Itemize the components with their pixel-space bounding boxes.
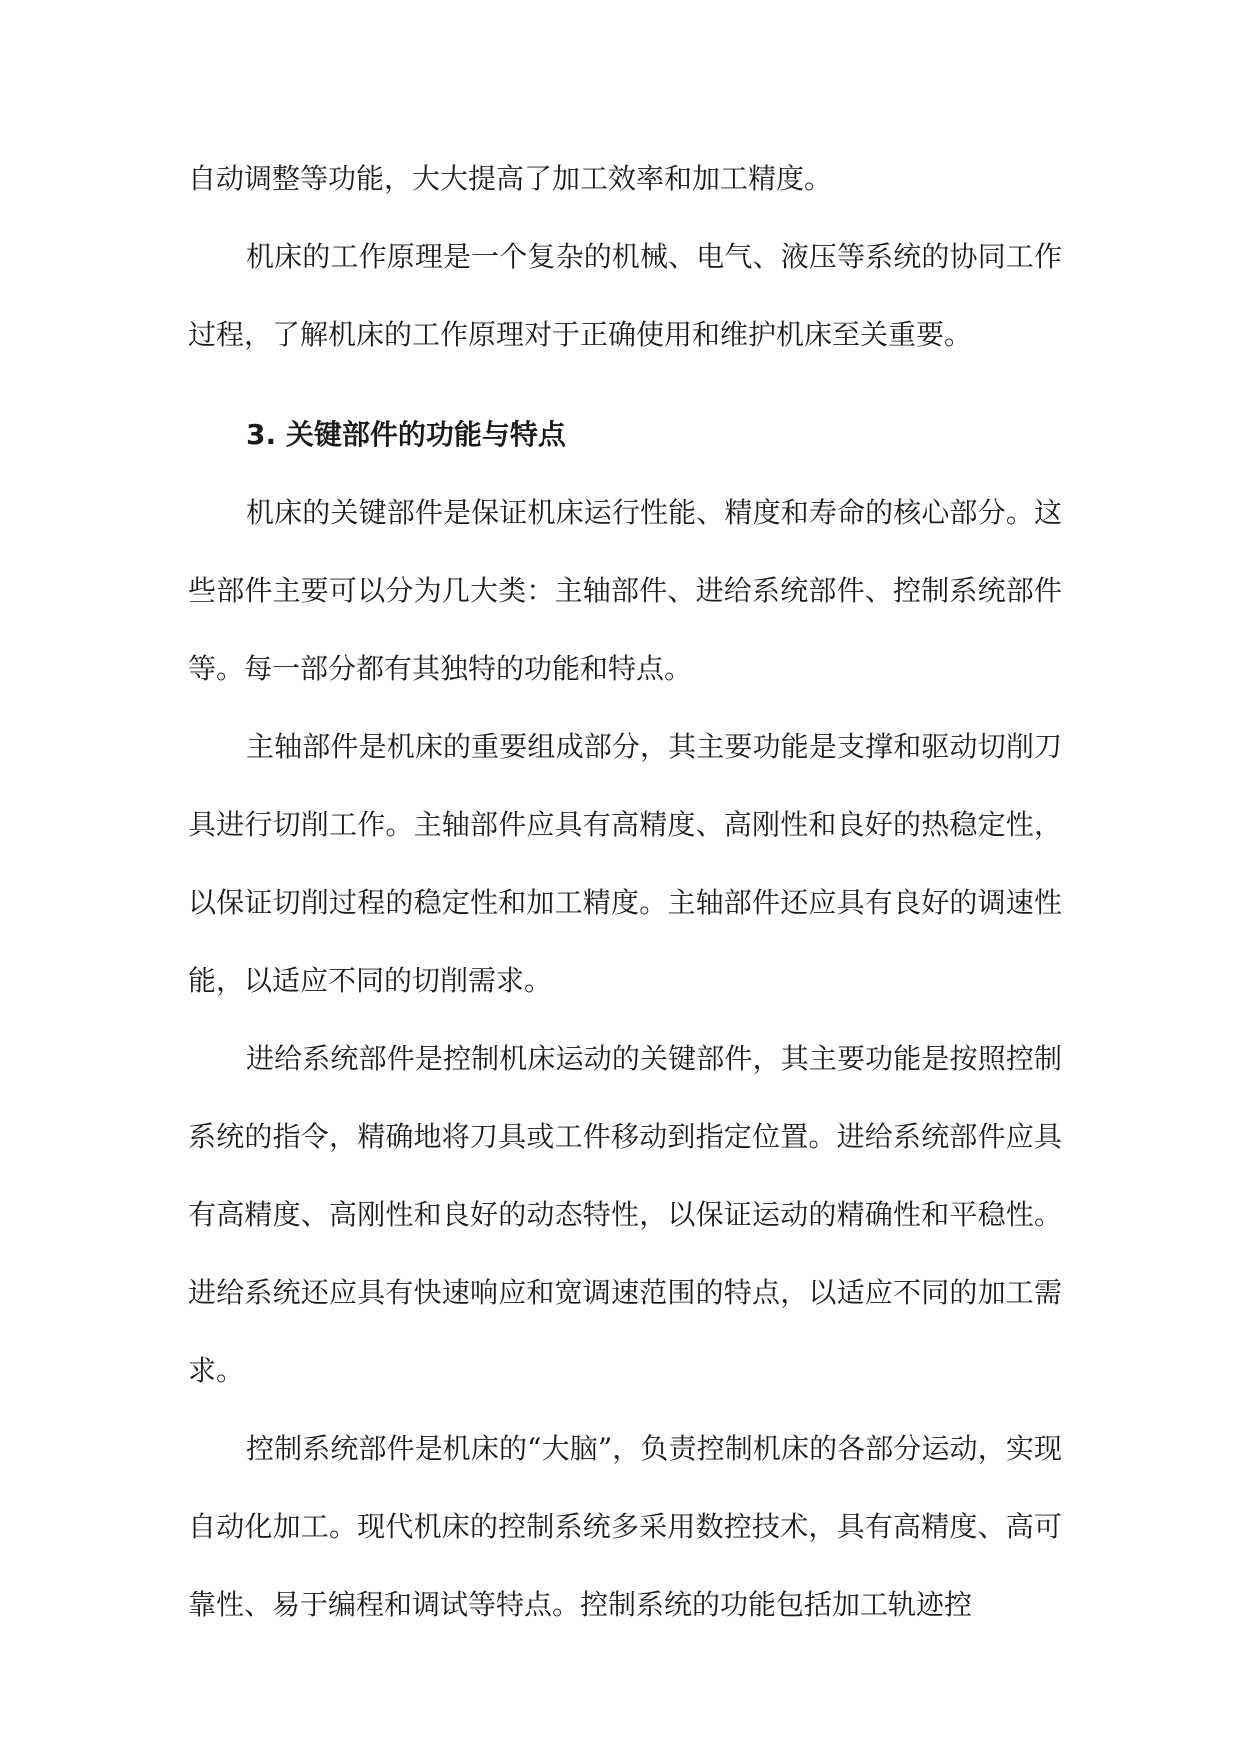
paragraph-working-principle: 机床的工作原理是一个复杂的机械、电气、液压等系统的协同工作过程，了解机床的工作原理对于正确使用和维护机床至关重要。 <box>188 240 1062 351</box>
paragraph-feed-system: 进给系统部件是控制机床运动的关键部件，其主要功能是按照控制系统的指令，精确地将刀具或工件移动到指定位置。进给系统部件应具有高精度、高刚性和良好的动态特性，以保证运动的精确性和平稳性。进给系统还应具有快速响应和宽调速范围的特点，以适应不同的加工需求。 <box>188 1042 1062 1387</box>
document-body <box>188 140 1062 1644</box>
paragraph-control-system: 控制系统部件是机床的“大脑”，负责控制机床的各部分运动，实现自动化加工。现代机床的控制系统多采用数控技术，具有高精度、高可靠性、易于编程和调试等特点。控制系统的功能包括加工轨迹控 <box>188 1432 1062 1621</box>
paragraph-continuation: 自动调整等功能，大大提高了加工效率和加工精度。 <box>188 162 833 195</box>
paragraph-spindle: 主轴部件是机床的重要组成部分，其主要功能是支撑和驱动切削刀具进行切削工作。主轴部件应具有高精度、高刚性和良好的热稳定性，以保证切削过程的稳定性和加工精度。主轴部件还应具有良好的调速性能，以适应不同的切削需求。 <box>188 730 1062 997</box>
section-heading: 3. 关键部件的功能与特点 <box>246 418 566 451</box>
paragraph-key-components-intro: 机床的关键部件是保证机床运行性能、精度和寿命的核心部分。这些部件主要可以分为几大类：主轴部件、进给系统部件、控制系统部件等。每一部分都有其独特的功能和特点。 <box>188 496 1062 685</box>
